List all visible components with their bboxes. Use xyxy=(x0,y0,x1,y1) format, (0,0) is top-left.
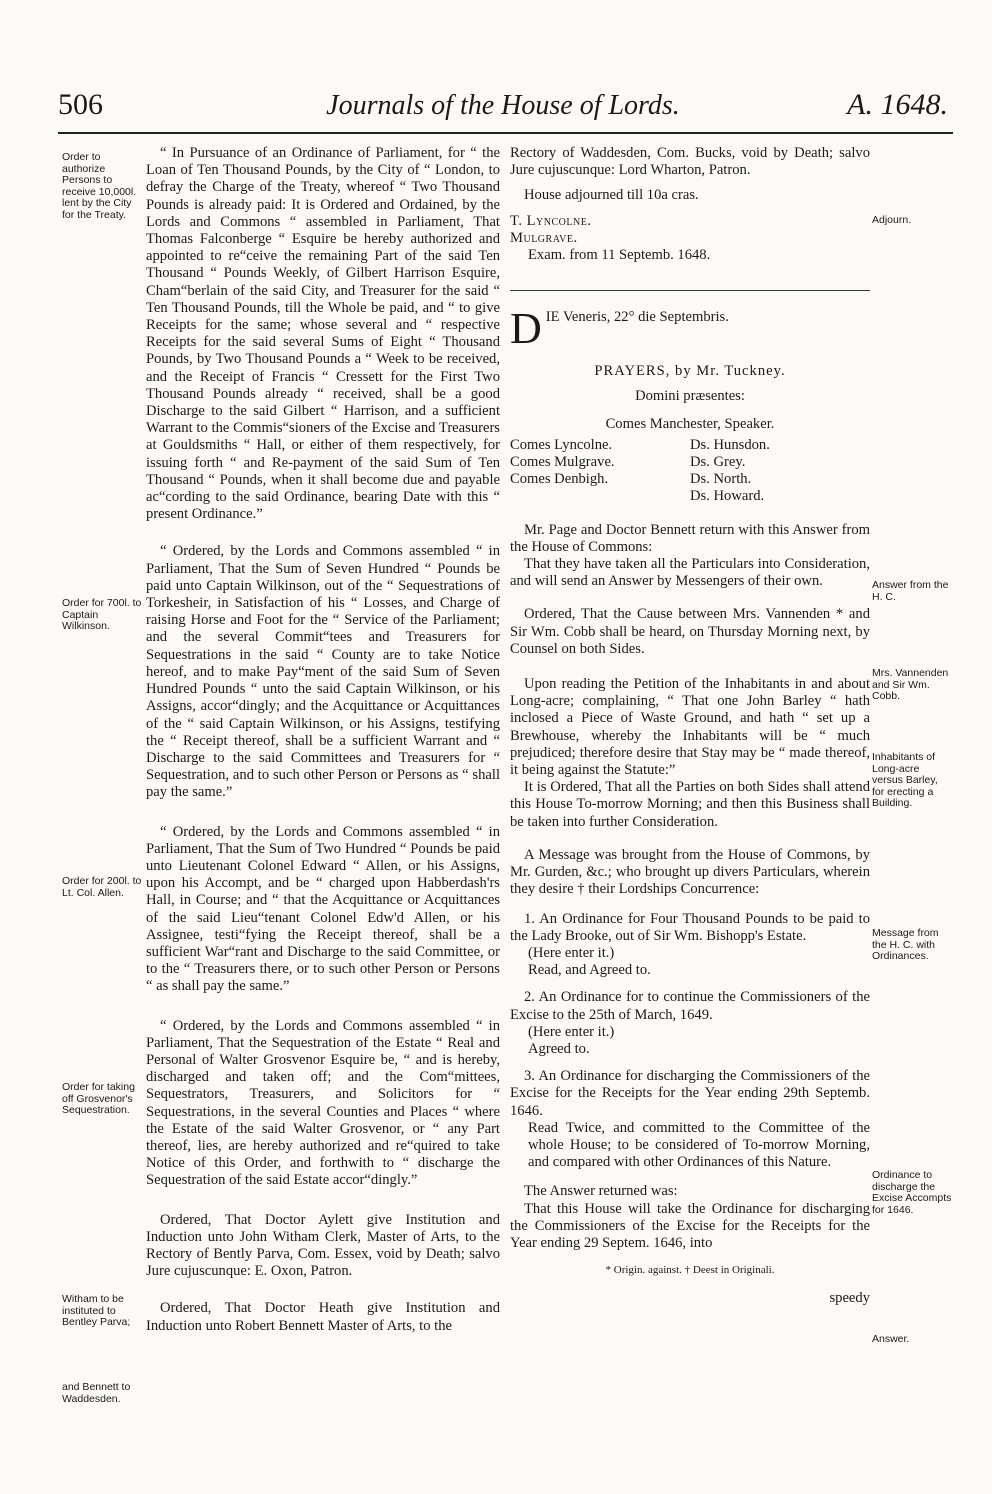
ordinance-paragraph: “ In Pursuance of an Ordinance of Parliament, for “ the Loan of Ten Thousand Pounds, by the City of “ London, to defray the Charge of the Treaty, whereof “ Two Thousand Pounds is already paid: It is Ordered and Ordained, by the Lords and Commons “ assembled in Parliament, That Thomas Falconberge “ Esquire be hereby authorized and appointed to re“ceive the remaining Part of the said Ten Thousand “ Pounds Weekly, of Gilbert Harrison Esquire, Cham“berlain of the said City, and Treasurer for the said “ Ten Thousand Pounds, till the Whole be paid, and “ to give Receipts for the same; whose several and “ respective Receipts for the said several Sums of Eight “ Thousand Pounds, by Two Thousand Pounds a “ Week to be received, and the Receipt of Francis “ Cressett for the First Two Thousand Pounds already “ received, shall be a good Discharge to the said Gilbert “ Harrison, and a sufficient Warrant to the Commis“sioners of the Excise and Treasurers at Gouldsmiths “ Hall, or either of them respectively, for issuing forth “ and Re-payment of the said Sum of Ten Thousand “ Pounds, when it shall become due and payable ac“cording to the said Ordinance, bearing Date with this “ present Ordinance.” xyxy=(146,145,500,523)
domini-heading: Domini præsentes: xyxy=(635,388,745,405)
margin-note: Order to authorize Persons to receive 10,000l. lent by the City for the Treaty. xyxy=(62,151,137,221)
paragraph: The Answer returned was: xyxy=(524,1183,678,1200)
page-header xyxy=(58,82,948,130)
footnotes: * Origin. against. † Deest in Originali. xyxy=(605,1264,775,1277)
margin-note: Answer. xyxy=(872,1333,910,1345)
margin-note: Order for taking off Grosvenor's Sequestration. xyxy=(62,1081,135,1116)
ordinance-note: (Here enter it.) xyxy=(528,1023,615,1040)
ordinance-note: Read, and Agreed to. xyxy=(528,962,651,979)
list-item: Comes Denbigh. xyxy=(510,471,609,488)
page-year: A. 1648. xyxy=(847,88,948,121)
right-column xyxy=(510,145,870,1308)
margin-note: Answer from the H. C. xyxy=(872,579,949,603)
ordinance-paragraph: “ Ordered, by the Lords and Commons assembled “ in Parliament, That the Sum of Seven Hundred “ Pounds be paid unto Captain Wilkinson, out of the “ Sequestrations of Torkesheir, in Satisfaction of his “ Losses, and Charge of raising Horse and Foot for the “ Service of the Parliament; and the several Commit“tees and Treasurers for Sequestrations in the said “ County are to take Notice hereof, and to make Pay“ment of the said Sum of Seven Hundred Pounds “ unto the said Captain Wilkinson, or his Assigns, accor“dingly; and the Acquittance or Acquittances of the “ said Captain Wilkinson, or his Assigns, testifying the “ Receipt thereof, shall be a sufficient Warrant and “ Discharge to the said Committees and Treasurers for “ Sequestration, and to such other Person or Persons as “ shall pay the same.” xyxy=(146,543,500,801)
ordinance-item: 2. An Ordinance for to continue the Commissioners of the Excise to the 25th of March, 1649. xyxy=(510,989,870,1023)
earls-list xyxy=(510,437,690,506)
paragraph: That this House will take the Ordinance for discharging the Commissioners of the Excise for the Receipts for the Year ending 29 Septem. 1646, into xyxy=(510,1200,870,1251)
margin-note: and Bennett to Waddesden. xyxy=(62,1381,131,1405)
ordinance-item: 3. An Ordinance for discharging the Commissioners of the Excise for the Receipts for the Year ending 29th Septemb. 1646. xyxy=(510,1068,870,1119)
left-column xyxy=(146,145,500,1335)
margin-note: Ordinance to discharge the Excise Accompts for 1646. xyxy=(872,1169,952,1216)
catchword: speedy xyxy=(829,1290,870,1307)
drop-cap: D xyxy=(510,304,542,354)
petition-paragraph: Upon reading the Petition of the Inhabitants in and about Long-acre; complaining, “ That one John Barley “ hath inclosed a Piece of Waste Ground, and hath “ set up a Brewhouse, whereby the Inhabitants will be “ much prejudiced; therefore desire that Stay may be “ made thereof, it being against the Statute:” xyxy=(510,676,870,779)
speaker: Comes Manchester, Speaker. xyxy=(605,415,775,432)
ordinance-note: Agreed to. xyxy=(528,1040,590,1057)
list-item: Ds. North. xyxy=(690,471,752,488)
paragraph: Mr. Page and Doctor Bennett return with this Answer from the House of Commons: xyxy=(510,521,870,555)
margin-note: Inhabitants of Long-acre versus Barley, for erecting a Building. xyxy=(872,751,938,809)
barons-list xyxy=(690,437,870,506)
order-paragraph: Rectory of Waddesden, Com. Bucks, void by Death; salvo Jure cujuscunque: Lord Wharton, Patron. xyxy=(510,145,870,179)
list-item: Comes Mulgrave. xyxy=(510,454,615,471)
ordinance-paragraph: “ Ordered, by the Lords and Commons assembled “ in Parliament, That the Sequestration of the Estate “ Real and Personal of Walter Grosvenor Esquire be, “ and is hereby, discharged and taken off; and the Com“mittees, Sequestrators, Treasurers, and Solicitors for “ Sequestrations, in the several Counties and Places “ where the Estate of the said Walter Grosvenor, or “ any Part thereof, lies, are hereby authorized and re“quired to take Notice of this Order, and forthwith to “ discharge the Sequestration of the said Estate accor“dingly.” xyxy=(146,1017,500,1189)
running-title: Journals of the House of Lords. xyxy=(326,90,680,121)
ordinance-note: Read Twice, and committed to the Committee of the whole House; to be considered of To-morrow Morning, and compared with other Ordinances of this Nature. xyxy=(528,1119,870,1171)
page-number: 506 xyxy=(58,88,103,121)
day-heading xyxy=(510,304,870,354)
list-item: Ds. Howard. xyxy=(690,488,765,505)
message-paragraph: A Message was brought from the House of Commons, by Mr. Gurden, &c.; who brought up divers Particulars, wherein they desire † their Lordships Concurrence: xyxy=(510,846,870,898)
ordinance-note: (Here enter it.) xyxy=(528,944,615,961)
signature: Mulgrave. xyxy=(510,229,578,246)
list-item: Ds. Grey. xyxy=(690,454,746,471)
order-paragraph: Ordered, That Doctor Heath give Institution and Induction unto Robert Bennett Master of Arts, to the xyxy=(146,1300,500,1334)
margin-note: Message from the H. C. with Ordinances. xyxy=(872,927,939,962)
attendance-list xyxy=(510,437,870,506)
header-rule xyxy=(58,132,953,134)
paragraph: That they have taken all the Particulars into Consideration, and will send an Answer by Messengers of their own. xyxy=(510,556,870,590)
signature: T. Lyncolne. xyxy=(510,212,592,229)
exam-note: Exam. from 11 Septemb. 1648. xyxy=(528,247,711,264)
margin-note: Order for 200l. to Lt. Col. Allen. xyxy=(62,875,142,899)
list-item: Comes Lyncolne. xyxy=(510,436,613,453)
order-paragraph: Ordered, That Doctor Aylett give Institution and Induction unto John Witham Clerk, Master of Arts, to the Rectory of Bently Parva, Com. Essex, void by Death; salvo Jure cujuscunque: E. Oxon, Patron. xyxy=(146,1211,500,1280)
order-paragraph: Ordered, That the Cause between Mrs. Vannenden * and Sir Wm. Cobb shall be heard, on Thursday Morning next, by Counsel on both Sides. xyxy=(510,606,870,657)
margin-note: Mrs. Vannenden and Sir Wm. Cobb. xyxy=(872,667,949,702)
day-heading-text: IE Veneris, 22° die Septembris. xyxy=(545,309,729,326)
margin-note: Witham to be instituted to Bentley Parva; xyxy=(62,1293,131,1328)
list-item: Ds. Hunsdon. xyxy=(690,436,770,453)
margin-note: Order for 700l. to Captain Wilkinson. xyxy=(62,597,142,632)
adjournment: House adjourned till 10a cras. xyxy=(524,187,699,204)
order-paragraph: It is Ordered, That all the Parties on both Sides shall attend this House To-morrow Morning; and then this Business shall be taken into further Consideration. xyxy=(510,779,870,830)
ordinance-item: 1. An Ordinance for Four Thousand Pounds to be paid to the Lady Brooke, out of Sir Wm. Bishopp's Estate. xyxy=(510,910,870,944)
section-rule xyxy=(510,290,870,291)
prayers: PRAYERS, by Mr. Tuckney. xyxy=(594,363,786,380)
margin-note: Adjourn. xyxy=(872,214,912,226)
ordinance-paragraph: “ Ordered, by the Lords and Commons assembled “ in Parliament, That the Sum of Two Hundred “ Pounds be paid unto Lieutenant Colonel Edward “ Allen, or his Assigns, upon his Accompt, and be “ charged upon Habberdash'rs Hall, in Course; and “ that the Acquittance or Acquittances of the said Lieu“tenant Colonel Edw'd Allen, or his Assignee, testi“fying the Receipt thereof, shall be a sufficient War“rant and Discharge to the said Committee, or to the “ Treasurers there, or to such other Person or Persons “ as shall pay the same.” xyxy=(146,823,500,995)
